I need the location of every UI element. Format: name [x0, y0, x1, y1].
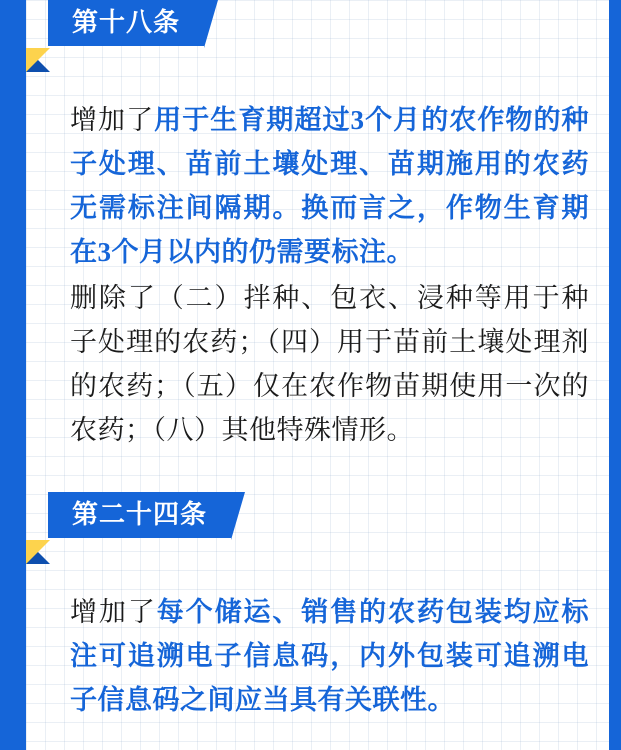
left-blue-rail [0, 0, 26, 750]
paragraph-lead: 删除了（二）拌种、包衣、浸种等用于种子处理的农药；（四）用于苗前土壤处理剂的农药；（五）仅在农作物苗期使用一次的农药；（八）其他特殊情形。 [70, 283, 589, 445]
article-section-18 [26, 0, 609, 452]
paragraph-added-24 [70, 538, 589, 722]
article-18-body [26, 46, 609, 452]
article-title-24: 第二十四条 [48, 492, 231, 538]
paragraph-highlight: 每个储运、销售的农药包装均应标注可追溯电子信息码，内外包装可追溯电子信息码之间应当具有关联性。 [70, 597, 590, 715]
grid-paper-card [26, 0, 609, 750]
article-title-18: 第十八条 [48, 0, 204, 46]
paragraph-added-18 [70, 46, 589, 274]
paragraph-lead: 增加了 [70, 597, 157, 627]
right-blue-rail [609, 0, 621, 750]
article-section-24 [26, 492, 609, 722]
article-24-body [26, 538, 609, 722]
paragraph-highlight: 用于生育期超过3个月的农作物的种子处理、苗前土壤处理、苗期施用的农药无需标注间隔期。换而言之，作物生育期在3个月以内的仍需要标注。 [70, 105, 590, 267]
paragraph-deleted-18 [70, 274, 589, 452]
paragraph-lead: 增加了 [70, 105, 155, 135]
